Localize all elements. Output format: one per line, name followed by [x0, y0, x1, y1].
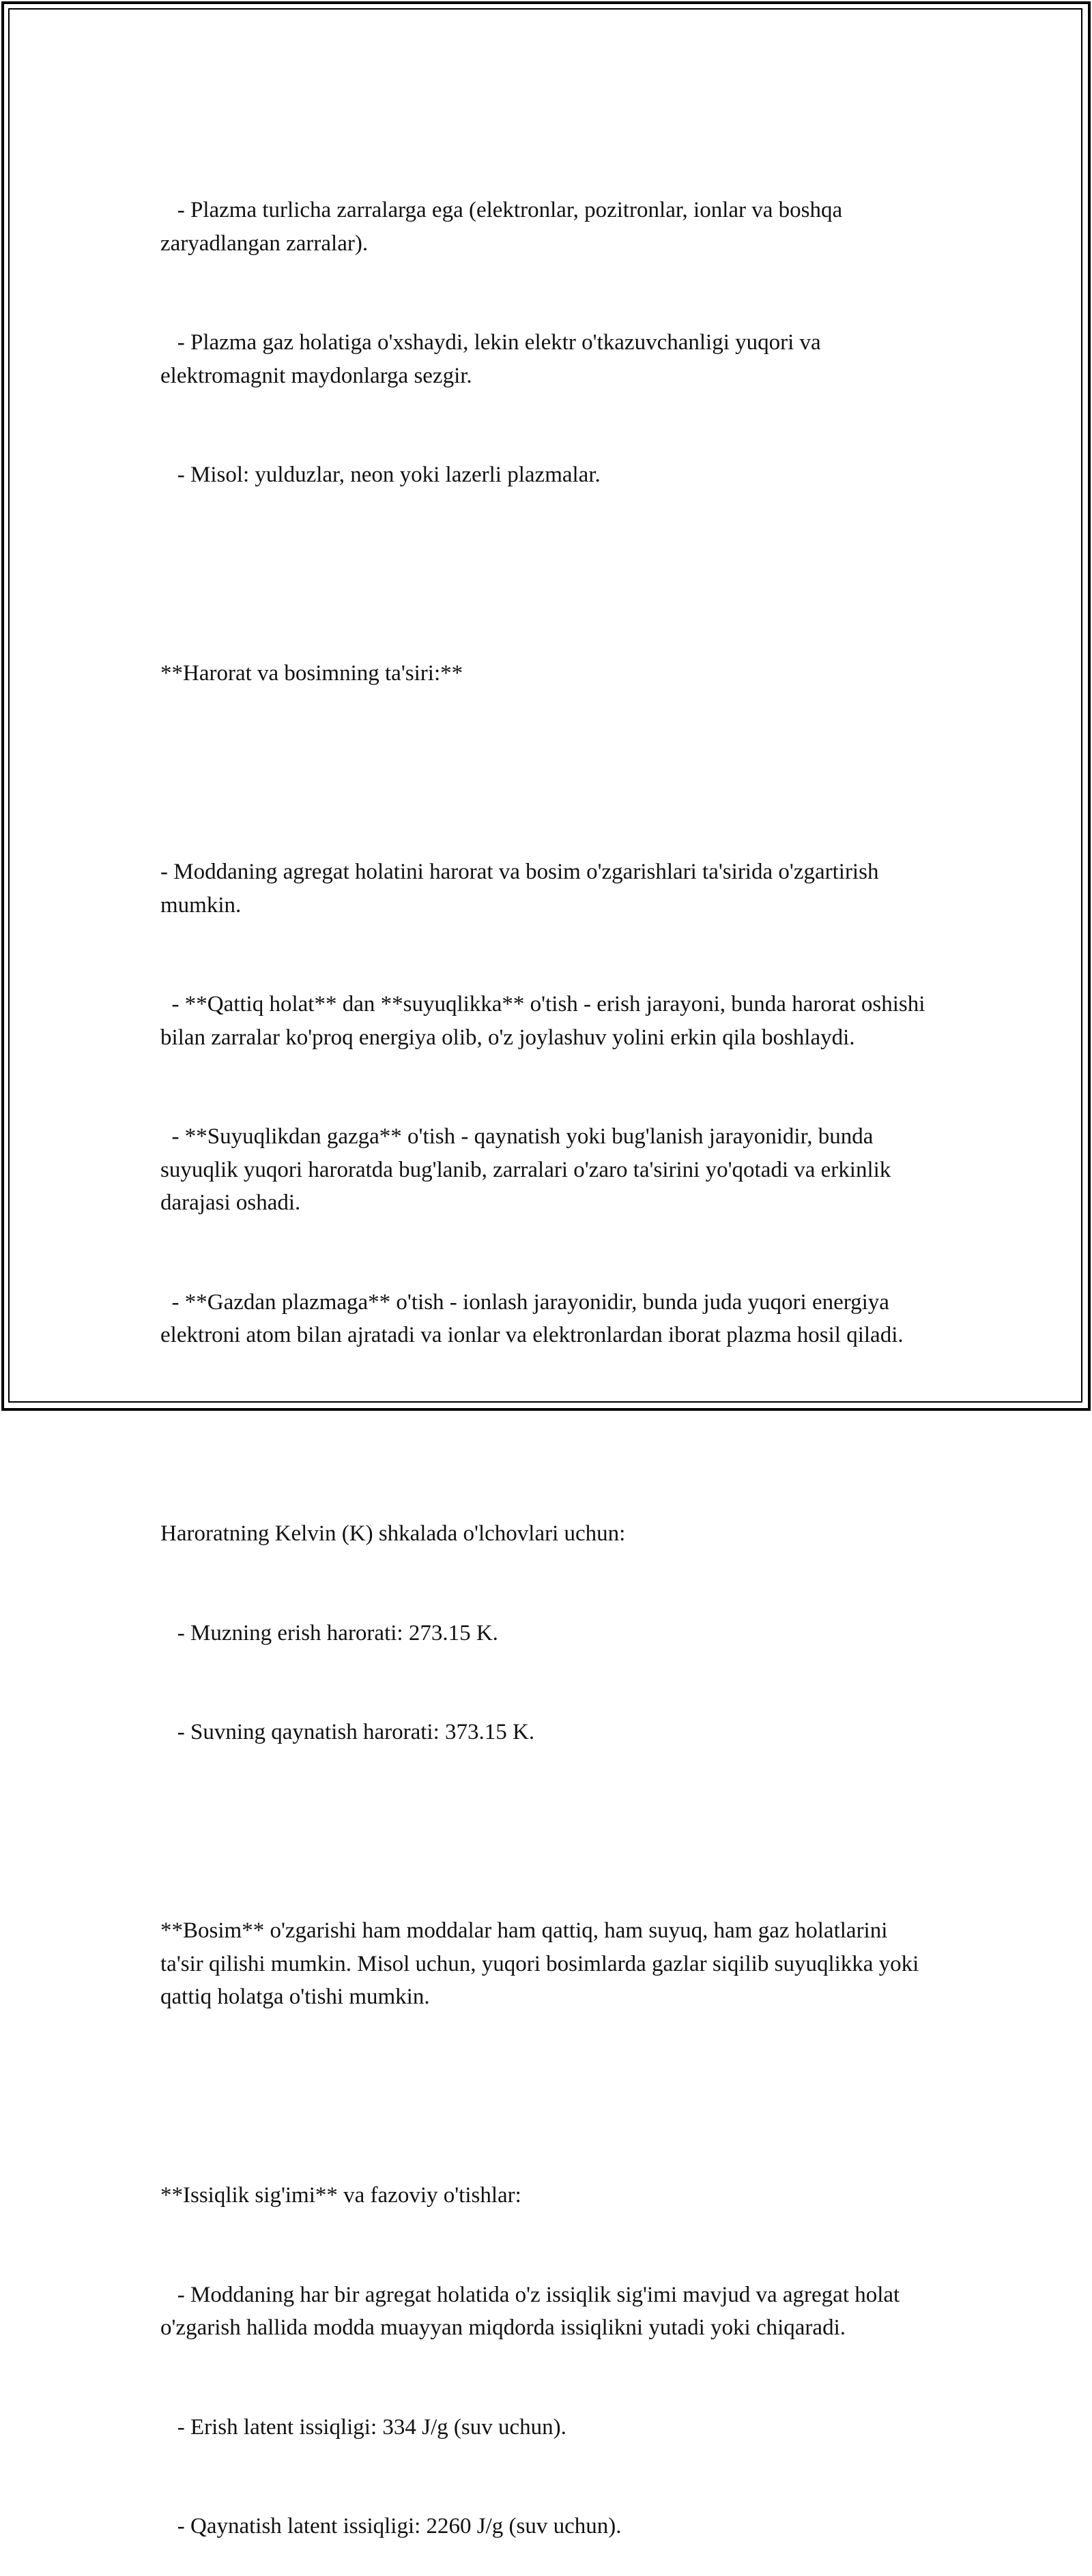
- heat-capacity-heading: **Issiqlik sig'imi** va fazoviy o'tishlar:: [160, 2183, 521, 2208]
- gas-to-plasma-line: - **Gazdan plazmaga** o'tish - ionlash jarayonidir, bunda juda yuqori energiya elektroni atom bilan ajratadi va ionlar va elektronlardan iborat plazma hosil qiladi.: [160, 1289, 904, 1347]
- blank-line: [160, 1418, 932, 1452]
- liquid-to-gas-line: - **Suyuqlikdan gazga** o'tish - qaynatish yoki bug'lanish jarayonidir, bunda suyuqlik yuqori haroratda bug'lanib, zarralari o'zaro ta'sirini yo'qotadi va erkinlik darajasi oshadi.: [160, 1124, 897, 1215]
- temperature-pressure-heading: **Harorat va bosimning ta'siri:**: [160, 661, 463, 686]
- state-change-intro-line: - Moddaning agregat holatini harorat va bosim o'zgarishlari ta'sirida o'zgartirish mumkin.: [160, 860, 885, 918]
- plasma-particles-line: - Plazma turlicha zarralarga ega (elektronlar, pozitronlar, ionlar va boshqa zaryadlangan zarralar).: [160, 198, 848, 256]
- boiling-latent-heat-line: - Qaynatish latent issiqligi: 2260 J/g (suv uchun).: [160, 2514, 622, 2538]
- solid-to-liquid-line: - **Qattiq holat** dan **suyuqlikka** o'tish - erish jarayoni, bunda harorat oshishi bilan zarralar ko'proq energiya olib, o'z joylashuv yolini erkin qila boshlaydi.: [160, 992, 931, 1050]
- heat-capacity-line: - Moddaning har bir agregat holatida o'z issiqlik sig'imi mavjud va agregat holat o'zgarish hallida modda muayyan miqdorda issiqlikni yutadi yoki chiqaradi.: [160, 2282, 906, 2340]
- pressure-paragraph: **Bosim** o'zgarishi ham moddalar ham qattiq, ham suyuq, ham gaz holatlarini ta'sir qilishi mumkin. Misol uchun, yuqori bosimlarda gazlar siqilib suyuqlikka yoki qattiq holatga o'tishi mumkin.: [160, 1918, 925, 2009]
- kelvin-scale-line: Haroratning Kelvin (K) shkalada o'lchovlari uchun:: [160, 1521, 626, 1546]
- blank-line: [160, 2080, 932, 2113]
- blank-line: [160, 558, 932, 591]
- document-body: [160, 128, 932, 2576]
- plasma-gas-line: - Plazma gaz holatiga o'xshaydi, lekin elektr o'tkazuvchanligi yuqori va elektromagnit maydonlarga sezgir.: [160, 330, 827, 388]
- plasma-example-line: - Misol: yulduzlar, neon yoki lazerli plazmalar.: [160, 463, 601, 487]
- melting-latent-heat-line: - Erish latent issiqligi: 334 J/g (suv uchun).: [160, 2414, 566, 2440]
- ice-melting-line: - Muzning erish harorati: 273.15 K.: [160, 1620, 498, 1645]
- blank-line: [160, 1815, 932, 1849]
- water-boiling-line: - Suvning qaynatish harorati: 373.15 K.: [160, 1720, 535, 1744]
- blank-line: [160, 757, 932, 790]
